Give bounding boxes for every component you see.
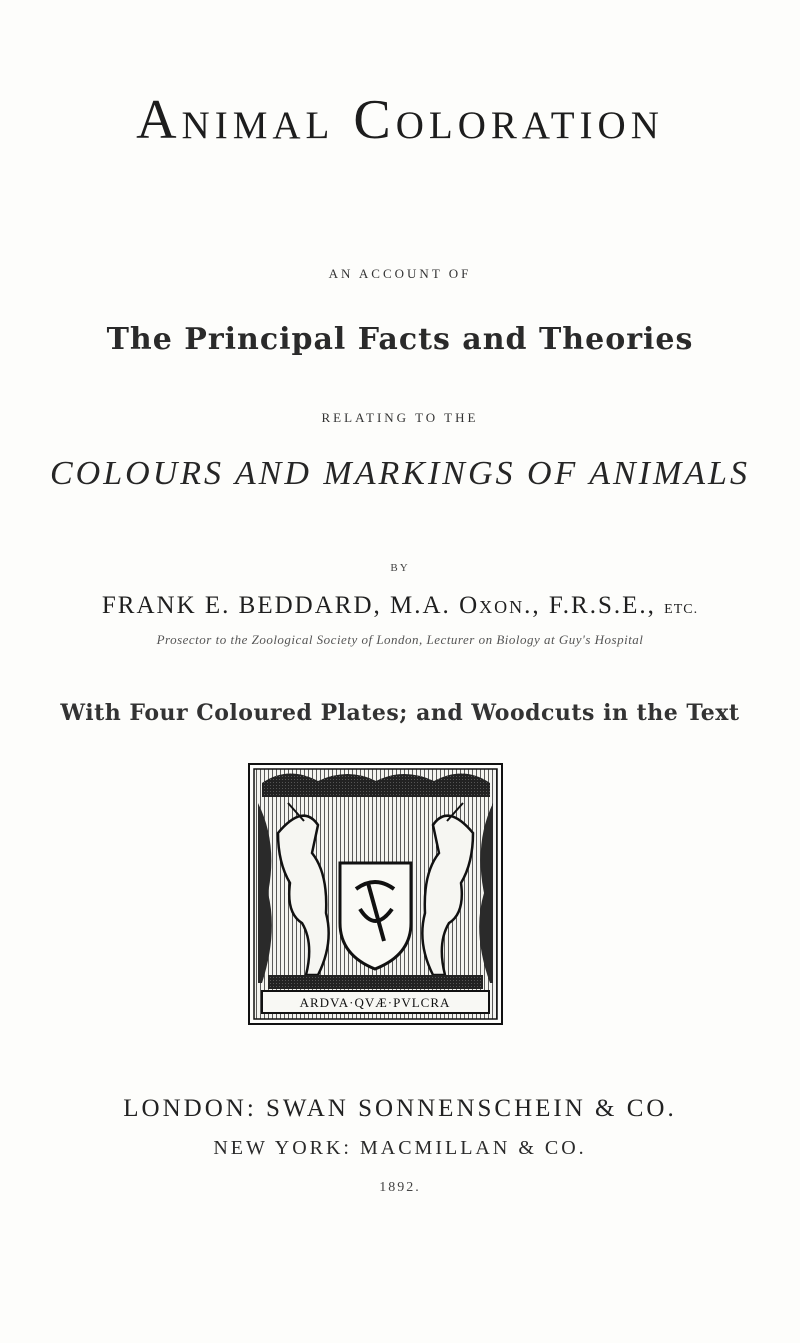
subtitle-relating: RELATING TO THE [321,410,479,425]
byline: BY [390,562,410,574]
copublisher-line: NEW YORK: MACMILLAN & CO. [213,1137,587,1159]
author-position: Prosector to the Zoological Society of London, Lecturer on Biology at Guy's Hospital [156,632,644,647]
publisher-line: LONDON: SWAN SONNENSCHEIN & CO. [123,1095,677,1122]
author-fellowship: F.R.S.E., [548,592,656,619]
publication-year: 1892. [379,1180,421,1195]
author-degree: M.A. [390,592,451,619]
author-etc: ETC. [664,602,699,617]
plates-note: With Four Coloured Plates; and Woodcuts in the Text [60,700,740,726]
author-college: Oxon., [459,592,541,619]
subtitle-intro: AN ACCOUNT OF [328,266,472,281]
printer-device-motto: ARDVA·QVÆ·PVLCRA [299,995,451,1010]
author-name: FRANK E. BEDDARD, [101,592,382,619]
subtitle-main: The Principal Facts and Theories [106,322,694,357]
author-line [0,592,800,620]
subtitle-subject: COLOURS AND MARKINGS OF ANIMALS [50,455,750,492]
printer-device-emblem [248,763,503,1025]
book-title: Animal Coloration [136,89,664,151]
